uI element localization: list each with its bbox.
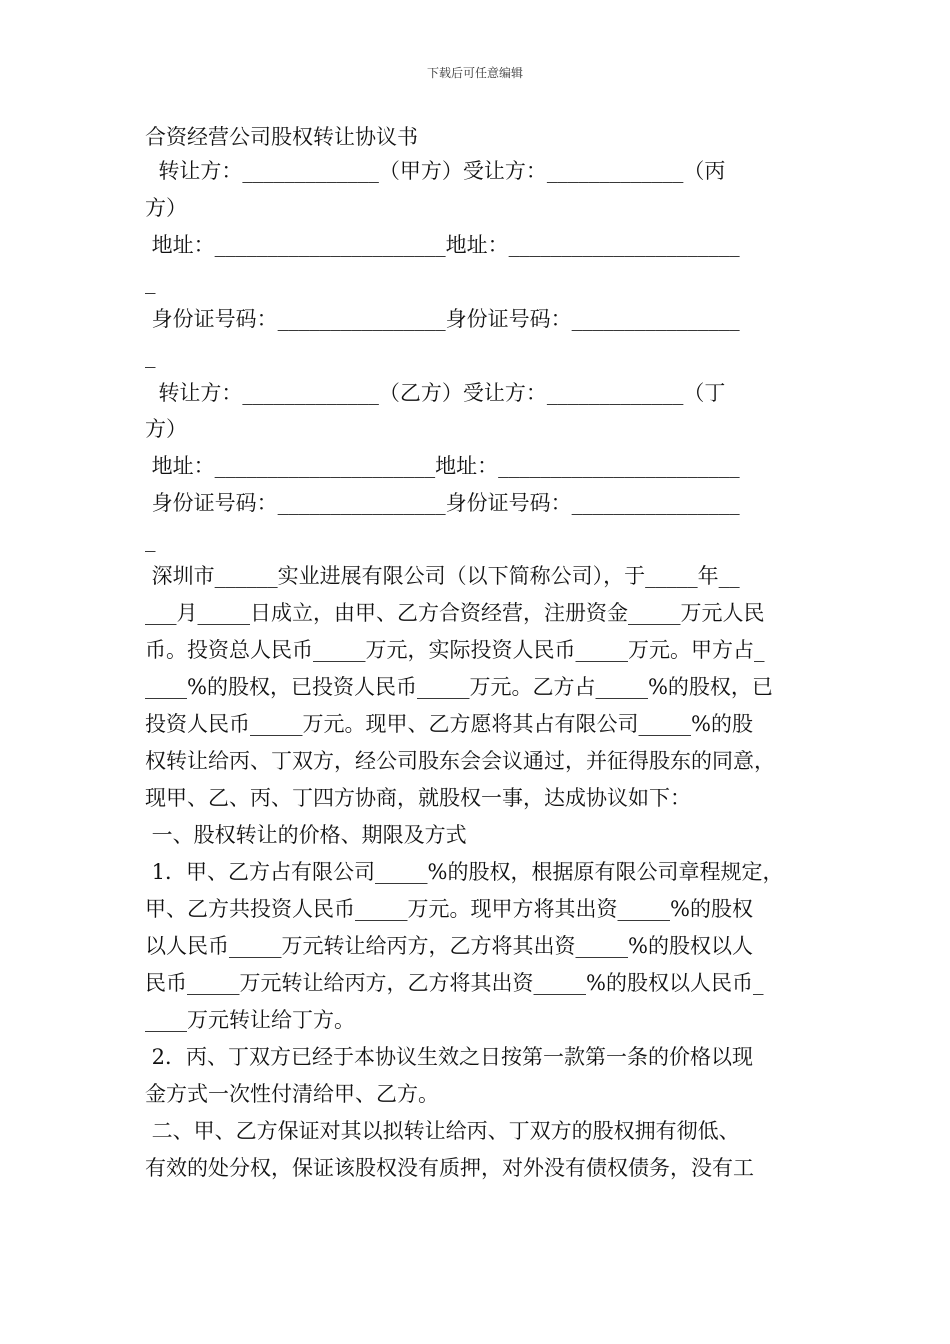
doc-line: 金方式一次性付清给甲、乙方。 <box>145 1082 439 1106</box>
section-heading: 二、甲、乙方保证对其以拟转让给丙、丁双方的股权拥有彻低、 <box>145 1119 740 1143</box>
doc-line: 方） <box>145 196 187 220</box>
doc-line: 币。投资总人民币_____万元，实际投资人民币_____万元。甲方占_ <box>145 638 765 662</box>
doc-line: 现甲、乙、丙、丁四方协商，就股权一事，达成协议如下： <box>145 786 691 810</box>
doc-line: 转让方：_____________（甲方）受让方：_____________（丙 <box>145 159 726 183</box>
doc-line: 2．丙、丁双方已经于本协议生效之日按第一款第一条的价格以现 <box>145 1045 754 1069</box>
doc-line: 身份证号码：________________身份证号码：________________ <box>145 491 740 515</box>
doc-line: 有效的处分权，保证该股权没有质押，对外没有债权债务，没有工 <box>145 1156 754 1180</box>
doc-line: 民币_____万元转让给丙方，乙方将其出资_____%的股权以人民币_ <box>145 971 764 995</box>
doc-line: ____万元转让给丁方。 <box>145 1008 355 1032</box>
doc-line: 地址：_____________________地址：_______________________ <box>145 454 740 478</box>
document-title: 合资经营公司股权转让协议书 <box>145 125 418 149</box>
doc-line: _ <box>145 270 156 294</box>
doc-line: _ <box>145 528 156 552</box>
doc-line: ___月_____日成立，由甲、乙方合资经营，注册资金_____万元人民 <box>145 601 765 625</box>
doc-line: 甲、乙方共投资人民币_____万元。现甲方将其出资_____%的股权 <box>145 897 753 921</box>
doc-line: 深圳市______实业进展有限公司（以下简称公司），于_____年__ <box>145 564 740 588</box>
page-header-note: 下载后可任意编辑 <box>426 66 523 80</box>
doc-line: 方） <box>145 417 187 441</box>
doc-line: 权转让给丙、丁双方，经公司股东会会议通过，并征得股东的同意， <box>145 749 775 773</box>
doc-line: 转让方：_____________（乙方）受让方：_____________（丁 <box>145 381 726 405</box>
doc-line: _ <box>145 344 156 368</box>
doc-line: 1．甲、乙方占有限公司_____%的股权，根据原有限公司章程规定， <box>145 860 784 884</box>
doc-line: 身份证号码：________________身份证号码：________________ <box>145 307 740 331</box>
doc-line: 投资人民币_____万元。现甲、乙方愿将其占有限公司_____%的股 <box>145 712 753 736</box>
section-heading: 一、股权转让的价格、期限及方式 <box>145 823 467 847</box>
doc-line: 地址：______________________地址：______________________ <box>145 233 740 257</box>
doc-line: 以人民币_____万元转让给丙方，乙方将其出资_____%的股权以人 <box>145 934 753 958</box>
doc-line: ____%的股权，已投资人民币_____万元。乙方占_____%的股权，已 <box>145 675 773 699</box>
